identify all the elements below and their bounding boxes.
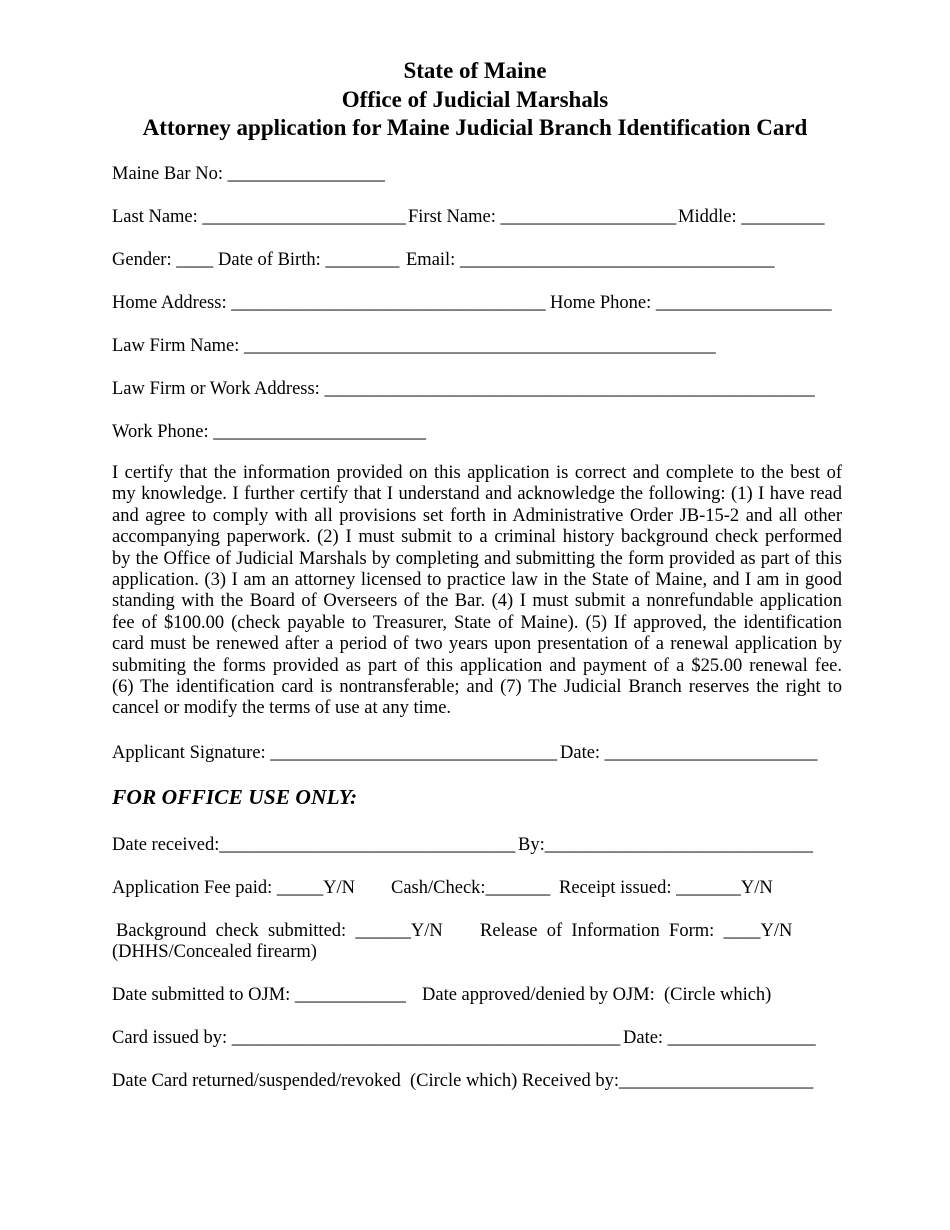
cert-line: accompanying paperwork. (2) I must submit to a criminal history background check performed (112, 527, 842, 548)
work-phone-field[interactable]: Work Phone: _______________________ (112, 422, 427, 442)
header-form-title: Attorney application for Maine Judicial Branch Identification Card (142, 115, 808, 140)
signature-date-field[interactable]: Date: _______________________ (560, 743, 818, 763)
dhhs-note: (DHHS/Concealed firearm) (112, 942, 317, 962)
cert-line: (6) The identification card is nontransferable; and (7) The Judicial Branch reserves the right to (112, 677, 842, 698)
cert-line: application. (3) I am an attorney licensed to practice law in the State of Maine, and I am in good (112, 570, 842, 591)
cert-line: cancel or modify the terms of use at any time. (112, 698, 452, 719)
gender-field[interactable]: Gender: ____ (112, 250, 214, 270)
receipt-issued-field[interactable]: Receipt issued: _______Y/N (559, 878, 773, 898)
last-name-field[interactable]: Last Name: ______________________ (112, 207, 406, 227)
cert-line: standing with the Board of Overseers of the Bar. (4) I must submit a nonrefundable application (112, 591, 842, 612)
card-issued-by-field[interactable]: Card issued by: __________________________________________ (112, 1028, 621, 1048)
release-info-field[interactable]: Release of Information Form: ____Y/N (480, 921, 793, 941)
received-by-field[interactable]: By:_____________________________ (518, 835, 813, 855)
header-office: Office of Judicial Marshals (341, 86, 609, 112)
card-returned-field[interactable]: Date Card returned/suspended/revoked (Circle which) Received by:_____________________ (112, 1071, 814, 1091)
email-field[interactable]: Email: __________________________________ (406, 250, 775, 270)
first-name-field[interactable]: First Name: ___________________ (408, 207, 677, 227)
cert-line: and agree to comply with all provisions set forth in Administrative Order JB-15-2 and all other (112, 505, 842, 526)
home-phone-field[interactable]: Home Phone: ___________________ (550, 293, 832, 313)
cert-line: submiting the forms provided as part of this application and payment of a $25.00 renewal fee. (112, 655, 842, 676)
cert-line: by the Office of Judicial Marshals by completing and submitting the form provided as part of this (112, 548, 842, 569)
date-approved-ojm-field[interactable]: Date approved/denied by OJM: (Circle which) (422, 985, 772, 1005)
header-state: State of Maine (403, 58, 547, 83)
application-fee-field[interactable]: Application Fee paid: _____Y/N (112, 878, 356, 898)
date-submitted-ojm-field[interactable]: Date submitted to OJM: ____________ (112, 985, 406, 1005)
cert-line: my knowledge. I further certify that I understand and acknowledge the following: (1) I have read (112, 484, 842, 505)
cert-line: card must be renewed after a period of two years upon presentation of a renewal application by (112, 634, 842, 655)
card-issued-date-field[interactable]: Date: ________________ (623, 1028, 816, 1048)
middle-name-field[interactable]: Middle: _________ (678, 207, 825, 227)
office-use-heading: FOR OFFICE USE ONLY: (112, 785, 358, 809)
background-check-field[interactable]: Background check submitted: ______Y/N (116, 921, 443, 941)
cash-check-field[interactable]: Cash/Check:_______ (391, 878, 551, 898)
law-firm-name-field[interactable]: Law Firm Name: ___________________________________________________ (112, 336, 716, 356)
applicant-signature-field[interactable]: Applicant Signature: _______________________________ (112, 743, 557, 763)
dob-field[interactable]: Date of Birth: ________ (218, 250, 400, 270)
home-address-field[interactable]: Home Address: __________________________________ (112, 293, 546, 313)
cert-line: I certify that the information provided on this application is correct and complete to the best of (112, 463, 842, 483)
cert-line: fee of $100.00 (check payable to Treasurer, State of Maine). (5) If approved, the identification (112, 612, 842, 633)
bar-no-field[interactable]: Maine Bar No: _________________ (112, 164, 385, 184)
date-received-field[interactable]: Date received:________________________________ (112, 835, 516, 855)
law-firm-address-field[interactable]: Law Firm or Work Address: _____________________________________________________ (112, 379, 815, 399)
form-header (0, 57, 950, 143)
certification-paragraph (112, 463, 842, 720)
